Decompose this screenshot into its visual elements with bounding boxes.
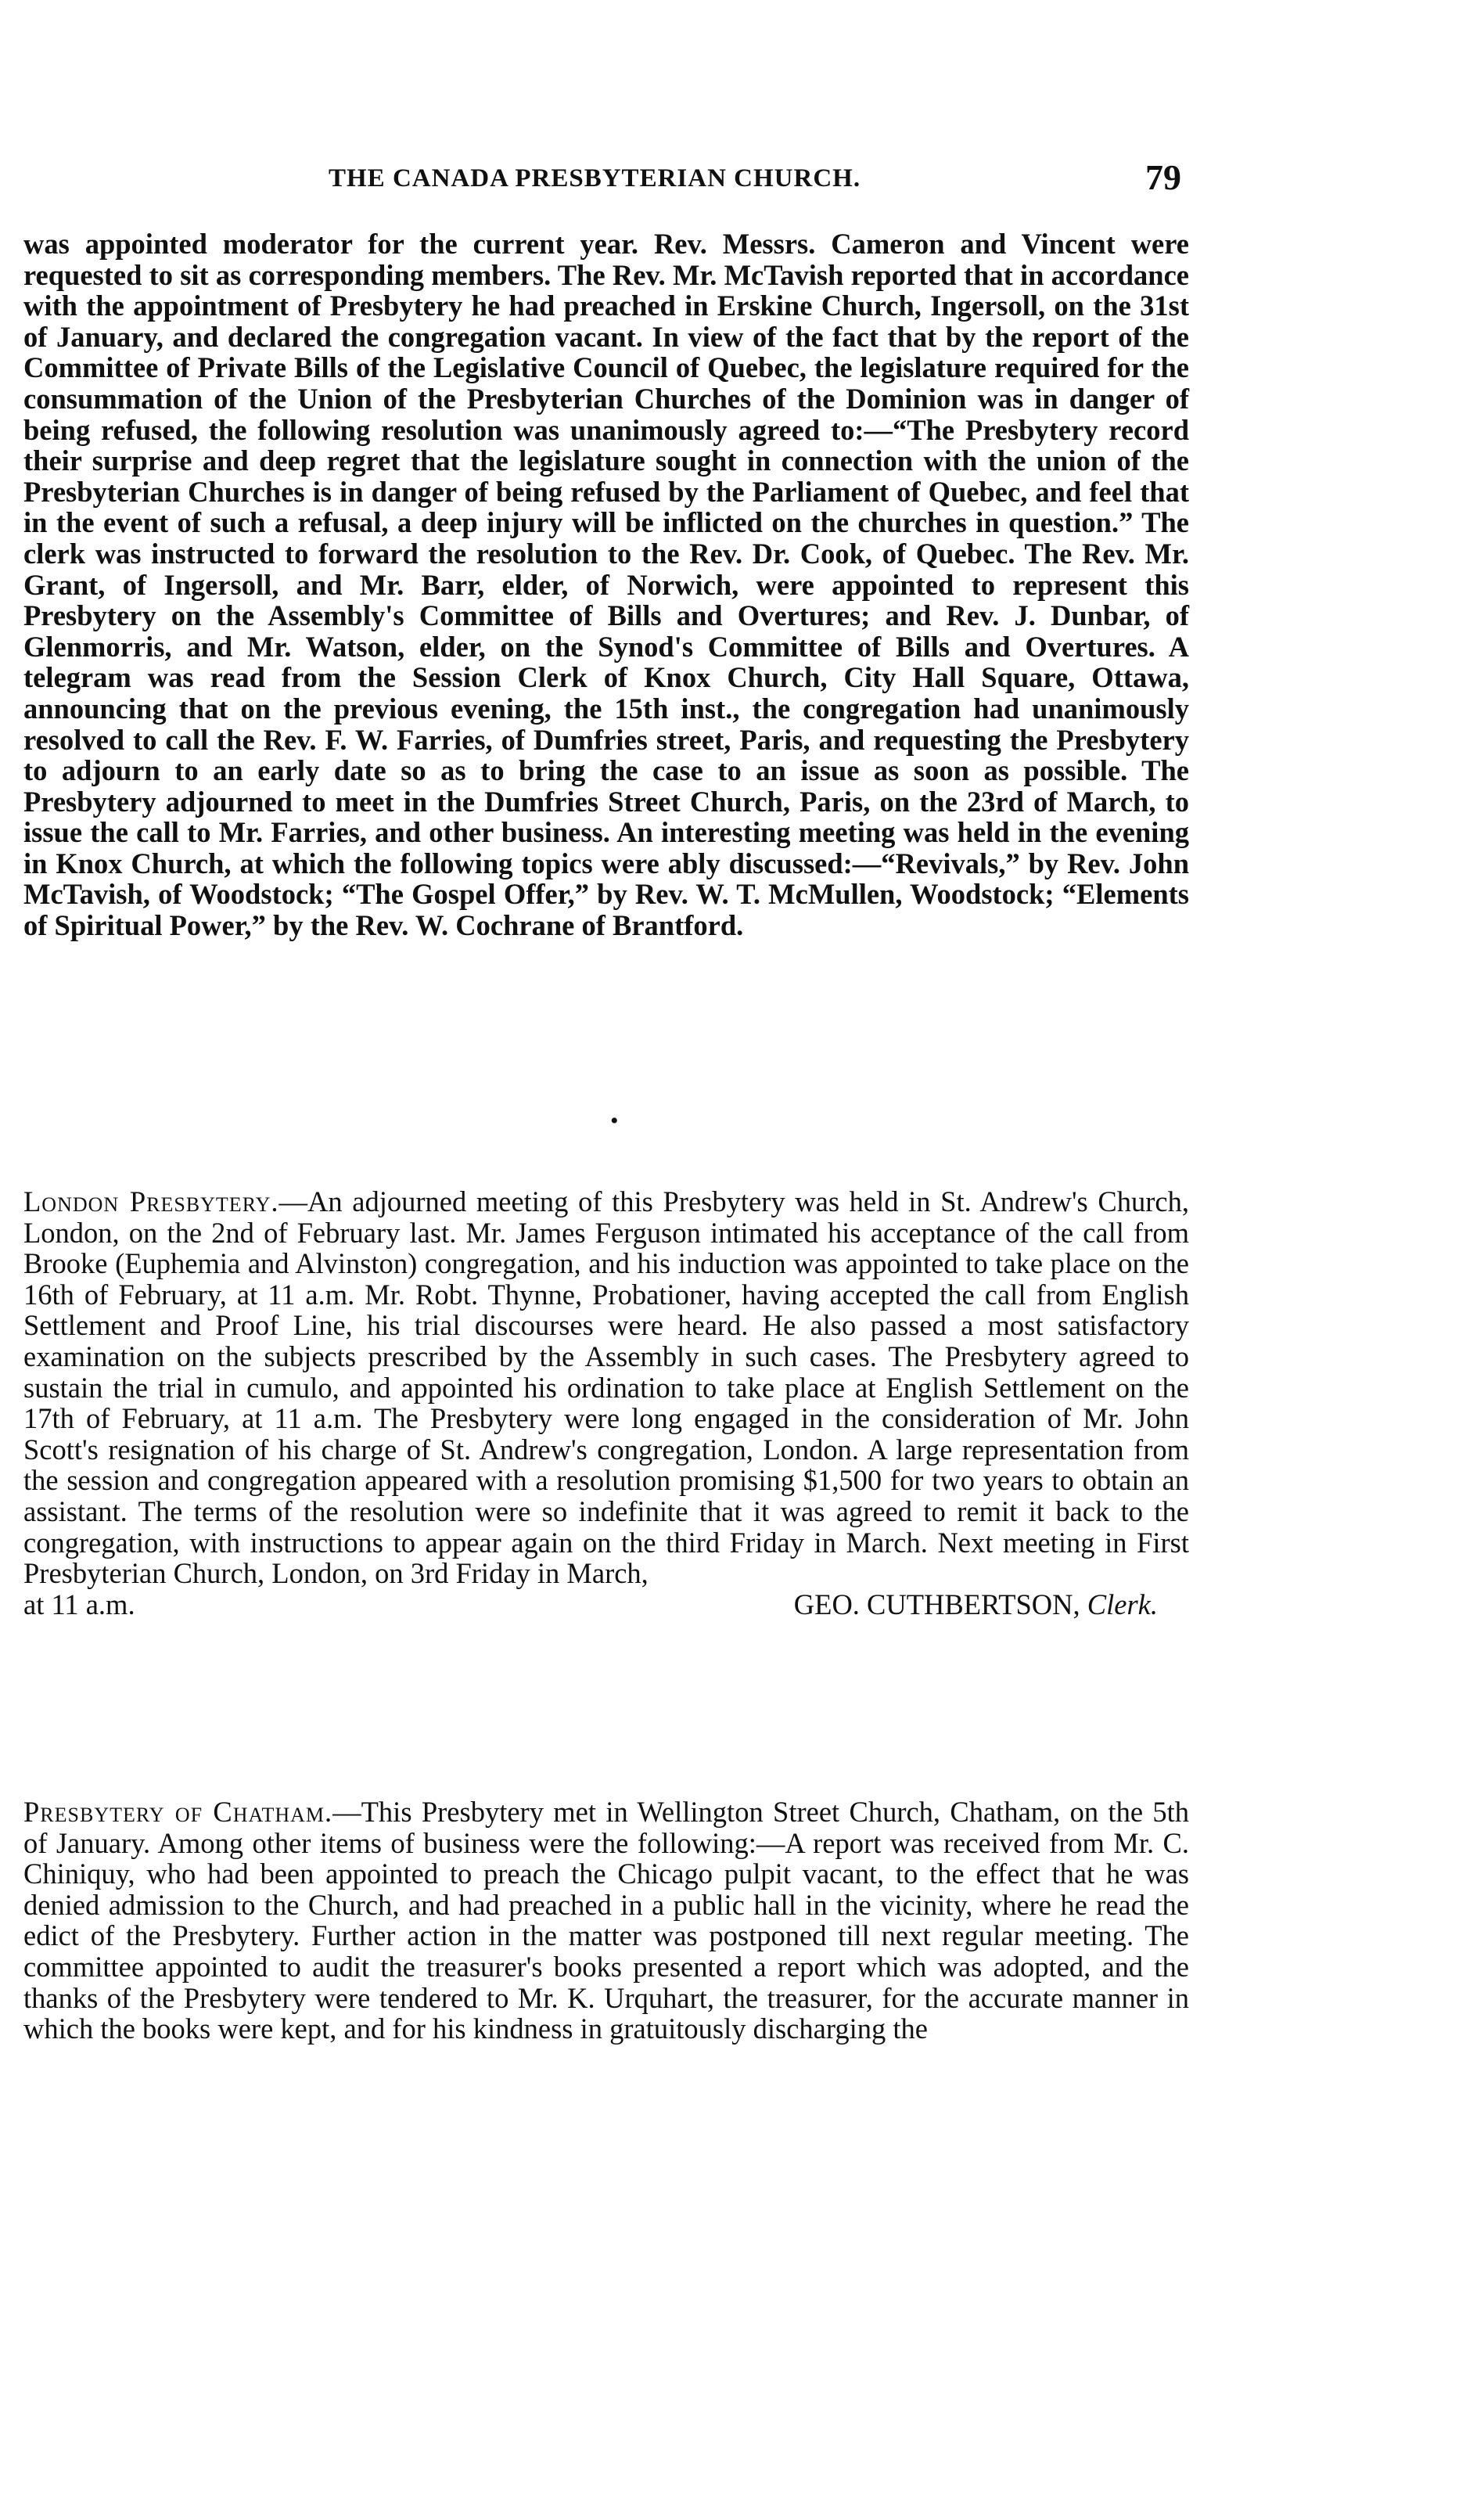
running-head	[31, 153, 1189, 200]
report-paragraph	[23, 1186, 1189, 1589]
page-number: 79	[1145, 157, 1181, 197]
section-divider-dot: •	[610, 1108, 619, 1134]
london-presbytery-report	[23, 1186, 1189, 1620]
closing-time: at 11 a.m.	[23, 1588, 135, 1620]
report-text: —An adjourned meeting of this Presbytery was held in St. Andrew's Church, London, on the 2nd of February last. Mr. James Ferguson intimated his acceptance of the call from Brooke (Euphemia and Alvinston) congregation, and his induction was appointed to take place on the 16th of February, at 11 a.m. Mr. Robt. Thynne, Probationer, having accepted the call from English Settlement and Proof Line, his trial discourses were heard. He also passed a most satisfactory examination on the subjects prescribed by the Assembly in such cases. The Presbytery agreed to sustain the trial in cumulo, and appointed his ordination to take place at English Settlement on the 17th of February, at 11 a.m. The Presbytery were long engaged in the consideration of Mr. John Scott's resignation of his charge of St. Andrew's congregation, London. A large representation from the session and congregation appeared with a resolution promising $1,500 for two years to obtain an assistant. The terms of the resolution were so indefinite that it was agreed to remit it back to the congregation, with instructions to appear again on the third Friday in March. Next meeting in First Presbyterian Church, London, on 3rd Friday in March,	[23, 1185, 1189, 1590]
signature-name: GEO. CUTHBERTSON,	[793, 1588, 1080, 1620]
section-heading: Presbytery of Chatham.	[23, 1796, 333, 1828]
signature-title: Clerk.	[1087, 1588, 1158, 1620]
report-text: —This Presbytery met in Wellington Street Church, Chatham, on the 5th of January. Among other items of business were the following:—A report was received from Mr. C. Chiniquy, who had been appointed to preach the Chicago pulpit vacant, to the effect that he was denied admission to the Church, and had preached in a public hall in the vicinity, where he read the edict of the Presbytery. Further action in the matter was postponed till next regular meeting. The committee appointed to audit the treasurer's books presented a report which was adopted, and the thanks of the Presbytery were tendered to Mr. K. Urquhart, the treasurer, for the accurate manner in which the books were kept, and for his kindness in gratuitously discharging the	[23, 1796, 1189, 2045]
closing-line	[23, 1589, 1189, 1620]
report-paragraph	[23, 1796, 1189, 2045]
clerk-signature	[794, 1589, 1189, 1620]
report-paragraph	[23, 228, 1189, 941]
chatham-presbytery-report	[23, 1796, 1189, 2045]
section-heading: London Presbytery.	[23, 1185, 279, 1217]
report-text: was appointed moderator for the current year. Rev. Messrs. Cameron and Vincent were requested to sit as corresponding members. The Rev. Mr. McTavish reported that in accordance with the appointment of Presbytery he had preached in Erskine Church, Ingersoll, on the 31st of January, and declared the congregation vacant. In view of the fact that by the report of the Committee of Private Bills of the Legislative Council of Quebec, the legislature required for the consummation of the Union of the Presbyterian Churches of the Dominion was in danger of being refused, the following resolution was unanimously agreed to:—“The Presbytery record their surprise and deep regret that the legislature sought in connection with the union of the Presbyterian Churches is in danger of being refused by the Parliament of Quebec, and feel that in the event of such a refusal, a deep injury will be inflicted on the churches in question.” The clerk was instructed to forward the resolution to the Rev. Dr. Cook, of Quebec. The Rev. Mr. Grant, of Ingersoll, and Mr. Barr, elder, of Norwich, were appointed to represent this Presbytery on the Assembly's Committee of Bills and Overtures; and Rev. J. Dunbar, of Glenmorris, and Mr. Watson, elder, on the Synod's Committee of Bills and Overtures. A telegram was read from the Session Clerk of Knox Church, City Hall Square, Ottawa, announcing that on the previous evening, the 15th inst., the congregation had unanimously resolved to call the Rev. F. W. Farries, of Dumfries street, Paris, and requesting the Presbytery to adjourn to an early date so as to bring the case to an issue as soon as possible. The Presbytery adjourned to meet in the Dumfries Street Church, Paris, on the 23rd of March, to issue the call to Mr. Farries, and other business. An interesting meeting was held in the evening in Knox Church, at which the following topics were ably discussed:—“Revivals,” by Rev. John McTavish, of Woodstock; “The Gospel Offer,” by Rev. W. T. McMullen, Woodstock; “Elements of Spiritual Power,” by the Rev. W. Cochrane of Brantford.	[23, 228, 1189, 942]
running-title: THE CANADA PRESBYTERIAN CHURCH.	[329, 164, 861, 192]
erskine-church-report	[23, 228, 1189, 941]
